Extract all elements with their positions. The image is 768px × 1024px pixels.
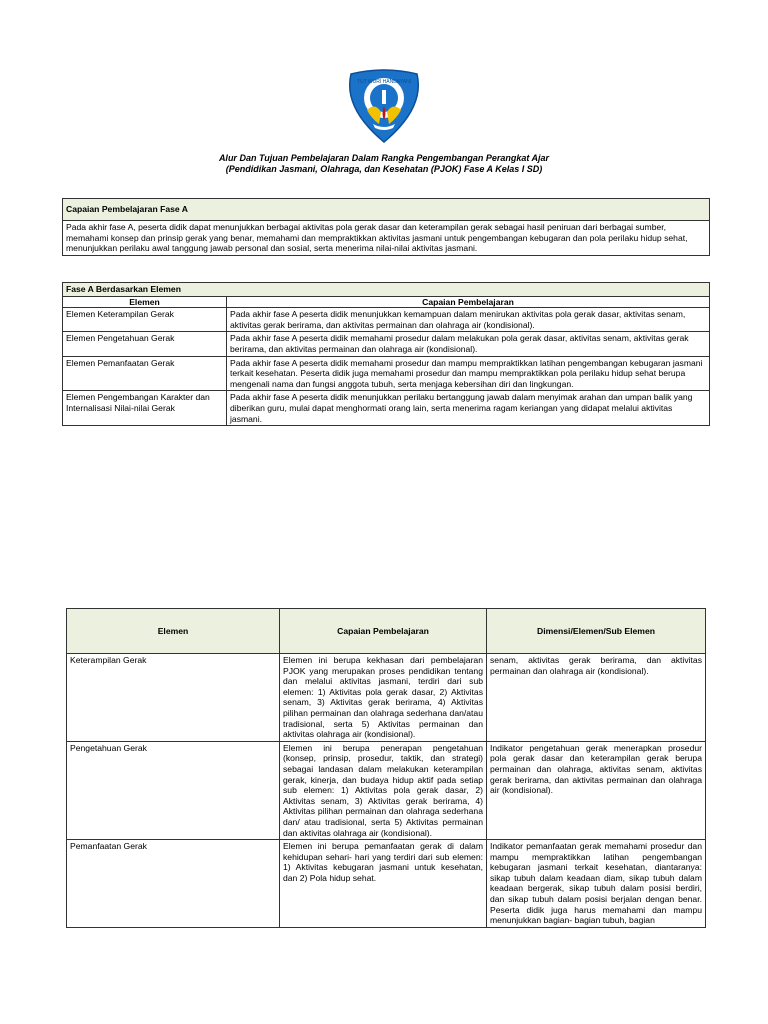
col-capaian: Capaian Pembelajaran (227, 296, 710, 308)
capaian-cell: Pada akhir fase A peserta didik memahami prosedur dalam melakukan pola gerak dasar, aktivitas senam, aktivitas gerak berirama, dan aktivitas permainan dan olahraga air (kondisional). (227, 332, 710, 356)
table-row (67, 840, 706, 928)
col-capaian: Capaian Pembelajaran (280, 609, 487, 654)
col-elemen: Elemen (67, 609, 280, 654)
table-row (63, 308, 710, 332)
title-line-2: (Pendidikan Jasmani, Olahraga, dan Kesehatan (PJOK) Fase A Kelas I SD) (225, 164, 543, 174)
capaian-text: Pada akhir fase A, peserta didik dapat menunjukkan berbagai aktivitas pola gerak dasar dan keterampilan gerak sebagai hasil peniruan dari berbagai sumber, memahami konsep dan prinsip gerak yang benar, memahami dan mempraktikkan aktivitas jasmani untuk pengembangan kebugaran dan pola perilaku hidup sehat, menunjukkan perilaku awal tanggung jawab personal dan sosial, serta menerima nilai-nilai aktivitas jasmani. (63, 221, 710, 256)
logo-motto: TUT WURI HANDAYANI (356, 79, 412, 85)
table-row (63, 391, 710, 426)
col-elemen: Elemen (63, 296, 227, 308)
fase-elemen-table (62, 282, 710, 426)
dimensi-cell: Indikator pemanfaatan gerak memahami prosedur dan mampu mempraktikkan latihan pengembangan kebugaran jasmani terkait kesehatan, diantaranya: sikap tubuh dalam keadaan diam, sikap tubuh dalam keadaan bergerak, sikap tubuh dalam posisi berdiri, dan sikap tubuh dalam posisi berjalan dengan benar. Peserta didik juga harus memahami dan mampu menunjukkan bagian- bagian tubuh, bagian (487, 840, 706, 928)
dimensi-cell: senam, aktivitas gerak berirama, dan aktivitas permainan dan olahraga air (kondisional). (487, 654, 706, 742)
table-row (63, 356, 710, 391)
title-line-1: Alur Dan Tujuan Pembelajaran Dalam Rangka Pengembangan Perangkat Ajar (218, 153, 550, 163)
capaian-cell: Elemen ini berupa pemanfaatan gerak di dalam kehidupan sehari- hari yang terdiri dari sub elemen: 1) Aktivitas kebugaran jasmani untuk kesehatan, dan 2) Pola hidup sehat. (280, 840, 487, 928)
capaian-cell: Pada akhir fase A peserta didik menunjukkan kemampuan dalam menirukan aktivitas pola gerak dasar, aktivitas senam, aktivitas gerak berirama, dan aktivitas permainan dan olahraga air (kondisional). (227, 308, 710, 332)
table-row (67, 741, 706, 839)
table-row (63, 332, 710, 356)
tut-wuri-handayani-logo (343, 68, 425, 144)
table-row (67, 654, 706, 742)
col-dimensi: Dimensi/Elemen/Sub Elemen (487, 609, 706, 654)
elemen-cell: Elemen Pengembangan Karakter dan Internalisasi Nilai-nilai Gerak (63, 391, 227, 426)
capaian-table (62, 198, 710, 256)
capaian-cell: Pada akhir fase A peserta didik menunjukkan perilaku bertanggung jawab dalam menyimak arahan dan umpan balik yang diberikan guru, mulai dapat menghormati orang lain, serta menerima ragam keriangan yang didapat melalui aktivitas jasmani. (227, 391, 710, 426)
elemen-cell: Pemanfaatan Gerak (67, 840, 280, 928)
capaian-heading: Capaian Pembelajaran Fase A (63, 199, 710, 221)
capaian-cell: Pada akhir fase A peserta didik memahami prosedur dan mampu mempraktikkan latihan pengembangan kebugaran jasmani terkait kesehatan. Peserta didik juga memahami prosedur dan mampu mempraktikkan pola perilaku hidup sehat berupa mengenali nama dan fungsi anggota tubuh, serta menjaga kebersihan diri dan lingkungan. (227, 356, 710, 391)
dimensi-cell: Indikator pengetahuan gerak menerapkan prosedur pola gerak dasar dan keterampilan gerak berupa permainan dan olahraga, aktivitas senam, aktivitas gerak berirama, dan aktivitas permainan dan olahraga air (kondisional). (487, 741, 706, 839)
document-title (0, 153, 768, 175)
elemen-cell: Elemen Pemanfaatan Gerak (63, 356, 227, 391)
elemen-cell: Pengetahuan Gerak (67, 741, 280, 839)
capaian-cell: Elemen ini berupa penerapan pengetahuan (konsep, prinsip, prosedur, taktik, dan strategi) sebagai landasan dalam melakukan keterampilan gerak, kinerja, dan budaya hidup aktif pada setiap sub elemen: 1) Aktivitas pola gerak dasar, 2) Aktivitas senam, 3) Aktivitas gerak berirama, 4) Aktivitas pilihan permainan dan olahraga sederhana dan/ atau tradisional, serta 5) Aktivitas permainan dan aktivitas olahraga air (kondisional). (280, 741, 487, 839)
elemen-cell: Elemen Pengetahuan Gerak (63, 332, 227, 356)
fase-elemen-heading: Fase A Berdasarkan Elemen (63, 283, 710, 297)
elemen-cell: Elemen Keterampilan Gerak (63, 308, 227, 332)
capaian-cell: Elemen ini berupa kekhasan dari pembelajaran PJOK yang merupakan proses pendidikan tentang dan melalui aktivitas jasmani, terdiri dari sub elemen: 1) Aktivitas pola gerak dasar, 2) Aktivitas senam, 3) Aktivitas gerak berirama, 4) Aktivitas pilihan permainan dan olahraga sederhana dan/atau tradisional, serta 5) Aktivitas permainan dan aktivitas olahraga air (kondisional). (280, 654, 487, 742)
detail-table (66, 608, 706, 928)
elemen-cell: Keterampilan Gerak (67, 654, 280, 742)
